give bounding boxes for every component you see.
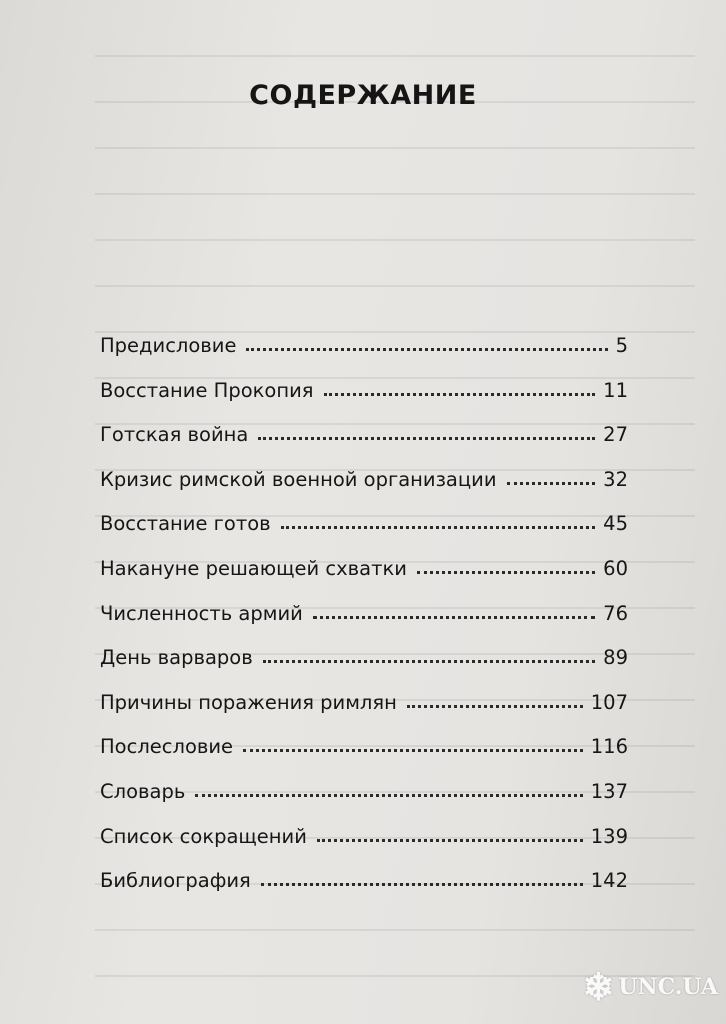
- dot-leader: [324, 393, 596, 396]
- toc-entry: [100, 423, 628, 468]
- toc-entry-title: Причины поражения римлян: [100, 690, 397, 714]
- toc-entry: [100, 869, 628, 914]
- watermark-text: UNC.UA: [618, 974, 718, 1000]
- toc-entry-title: Численность армий: [100, 601, 303, 625]
- dot-leader: [281, 526, 596, 529]
- toc-entry: [100, 825, 628, 870]
- toc-entry: [100, 334, 628, 379]
- toc-entry-title: Кризис римской военной организации: [100, 467, 497, 491]
- toc-entry-page-number: 76: [603, 601, 628, 625]
- dot-leader: [507, 482, 596, 485]
- dot-leader: [417, 571, 595, 574]
- toc-entry-page-number: 89: [603, 646, 628, 670]
- dot-leader: [313, 616, 595, 619]
- toc-entry: [100, 780, 628, 825]
- toc-entry-page-number: 32: [603, 467, 628, 491]
- toc-entry: [100, 468, 628, 513]
- toc-entry-page-number: 60: [603, 556, 628, 580]
- toc-entry: [100, 379, 628, 424]
- toc-entry-page-number: 5: [615, 334, 628, 357]
- dot-leader: [246, 348, 607, 351]
- toc-entry-page-number: 137: [590, 779, 628, 803]
- toc-entry-page-number: 45: [603, 512, 628, 536]
- toc-entry: [100, 602, 628, 647]
- toc-entry-page-number: 142: [590, 869, 628, 893]
- watermark: [582, 964, 719, 1009]
- page-title: СОДЕРЖАНИЕ: [249, 80, 477, 112]
- toc-entry-title: Словарь: [100, 779, 186, 803]
- toc-entry-page-number: 139: [590, 824, 628, 848]
- toc-entry-title: Готская война: [100, 423, 249, 447]
- toc-entry-title: Восстание Прокопия: [100, 378, 314, 402]
- toc-entry-title: Предисловие: [100, 334, 237, 357]
- toc-entry: [100, 691, 628, 736]
- snowflake-icon: ❄: [582, 964, 615, 1009]
- dot-leader: [407, 705, 583, 708]
- toc-entry-page-number: 11: [603, 378, 628, 402]
- toc-entry-page-number: 116: [590, 735, 628, 759]
- dot-leader: [195, 794, 582, 797]
- table-of-contents: [100, 334, 628, 914]
- dot-leader: [243, 749, 583, 752]
- toc-entry-title: Библиография: [100, 869, 251, 893]
- toc-entry-title: Восстание готов: [100, 512, 271, 536]
- toc-entry-title: Список сокращений: [100, 824, 307, 848]
- dot-leader: [317, 839, 583, 842]
- toc-entry: [100, 646, 628, 691]
- toc-entry-title: Послесловие: [100, 735, 234, 759]
- toc-entry: [100, 735, 628, 780]
- toc-entry-page-number: 27: [603, 423, 628, 447]
- toc-entry-title: День варваров: [100, 646, 253, 670]
- dot-leader: [258, 437, 595, 440]
- toc-entry: [100, 557, 628, 602]
- dot-leader: [261, 883, 583, 886]
- toc-entry-title: Накануне решающей схватки: [100, 556, 407, 580]
- dot-leader: [263, 660, 595, 663]
- toc-entry-page-number: 107: [590, 690, 628, 714]
- toc-entry: [100, 512, 628, 557]
